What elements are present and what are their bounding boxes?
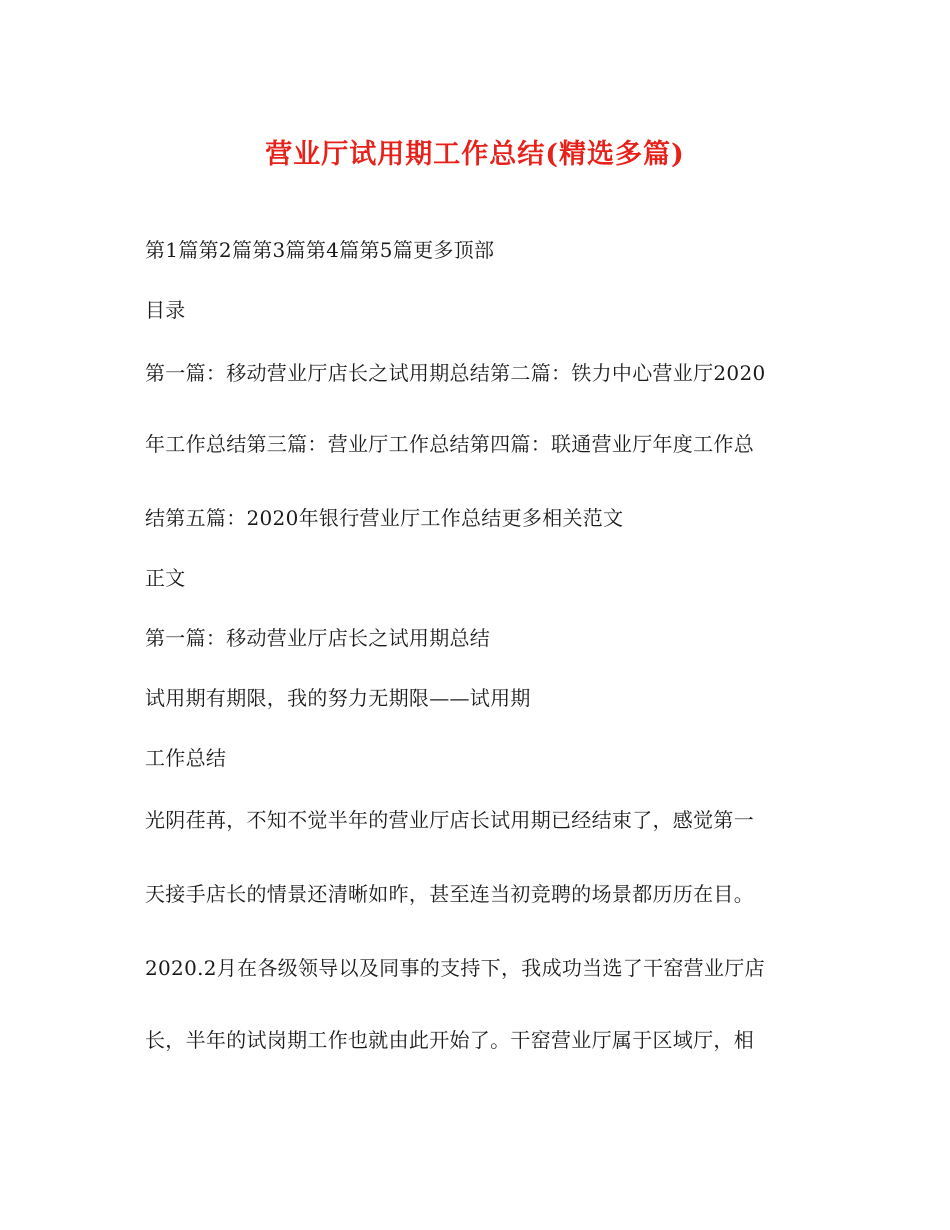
paragraph-line: 2020.2月在各级领导以及同事的支持下，我成功当选了干窑营业厅店 — [145, 956, 765, 980]
section-heading: 第一篇：移动营业厅店长之试用期总结 — [145, 626, 491, 650]
toc-line: 结第五篇：2020年银行营业厅工作总结更多相关范文 — [145, 506, 624, 530]
paragraph-line: 天接手店长的情景还清晰如昨，甚至连当初竞聘的场景都历历在目。 — [145, 882, 754, 906]
article-nav-links[interactable]: 第1篇第2篇第3篇第4篇第5篇更多顶部 — [145, 238, 495, 262]
toc-line: 年工作总结第三篇：营业厅工作总结第四篇：联通营业厅年度工作总 — [145, 432, 754, 456]
subtitle-line: 工作总结 — [145, 746, 227, 770]
paragraph-line: 光阴荏苒，不知不觉半年的营业厅店长试用期已经结束了，感觉第一 — [145, 808, 754, 832]
subtitle-line: 试用期有期限，我的努力无期限——试用期 — [145, 686, 531, 710]
paragraph-line: 长，半年的试岗期工作也就由此开始了。干窑营业厅属于区域厅，相 — [145, 1028, 754, 1052]
document-title: 营业厅试用期工作总结(精选多篇) — [265, 139, 685, 170]
body-heading: 正文 — [145, 566, 186, 590]
toc-line: 第一篇：移动营业厅店长之试用期总结第二篇：铁力中心营业厅2020 — [145, 361, 766, 385]
toc-heading: 目录 — [145, 298, 186, 322]
